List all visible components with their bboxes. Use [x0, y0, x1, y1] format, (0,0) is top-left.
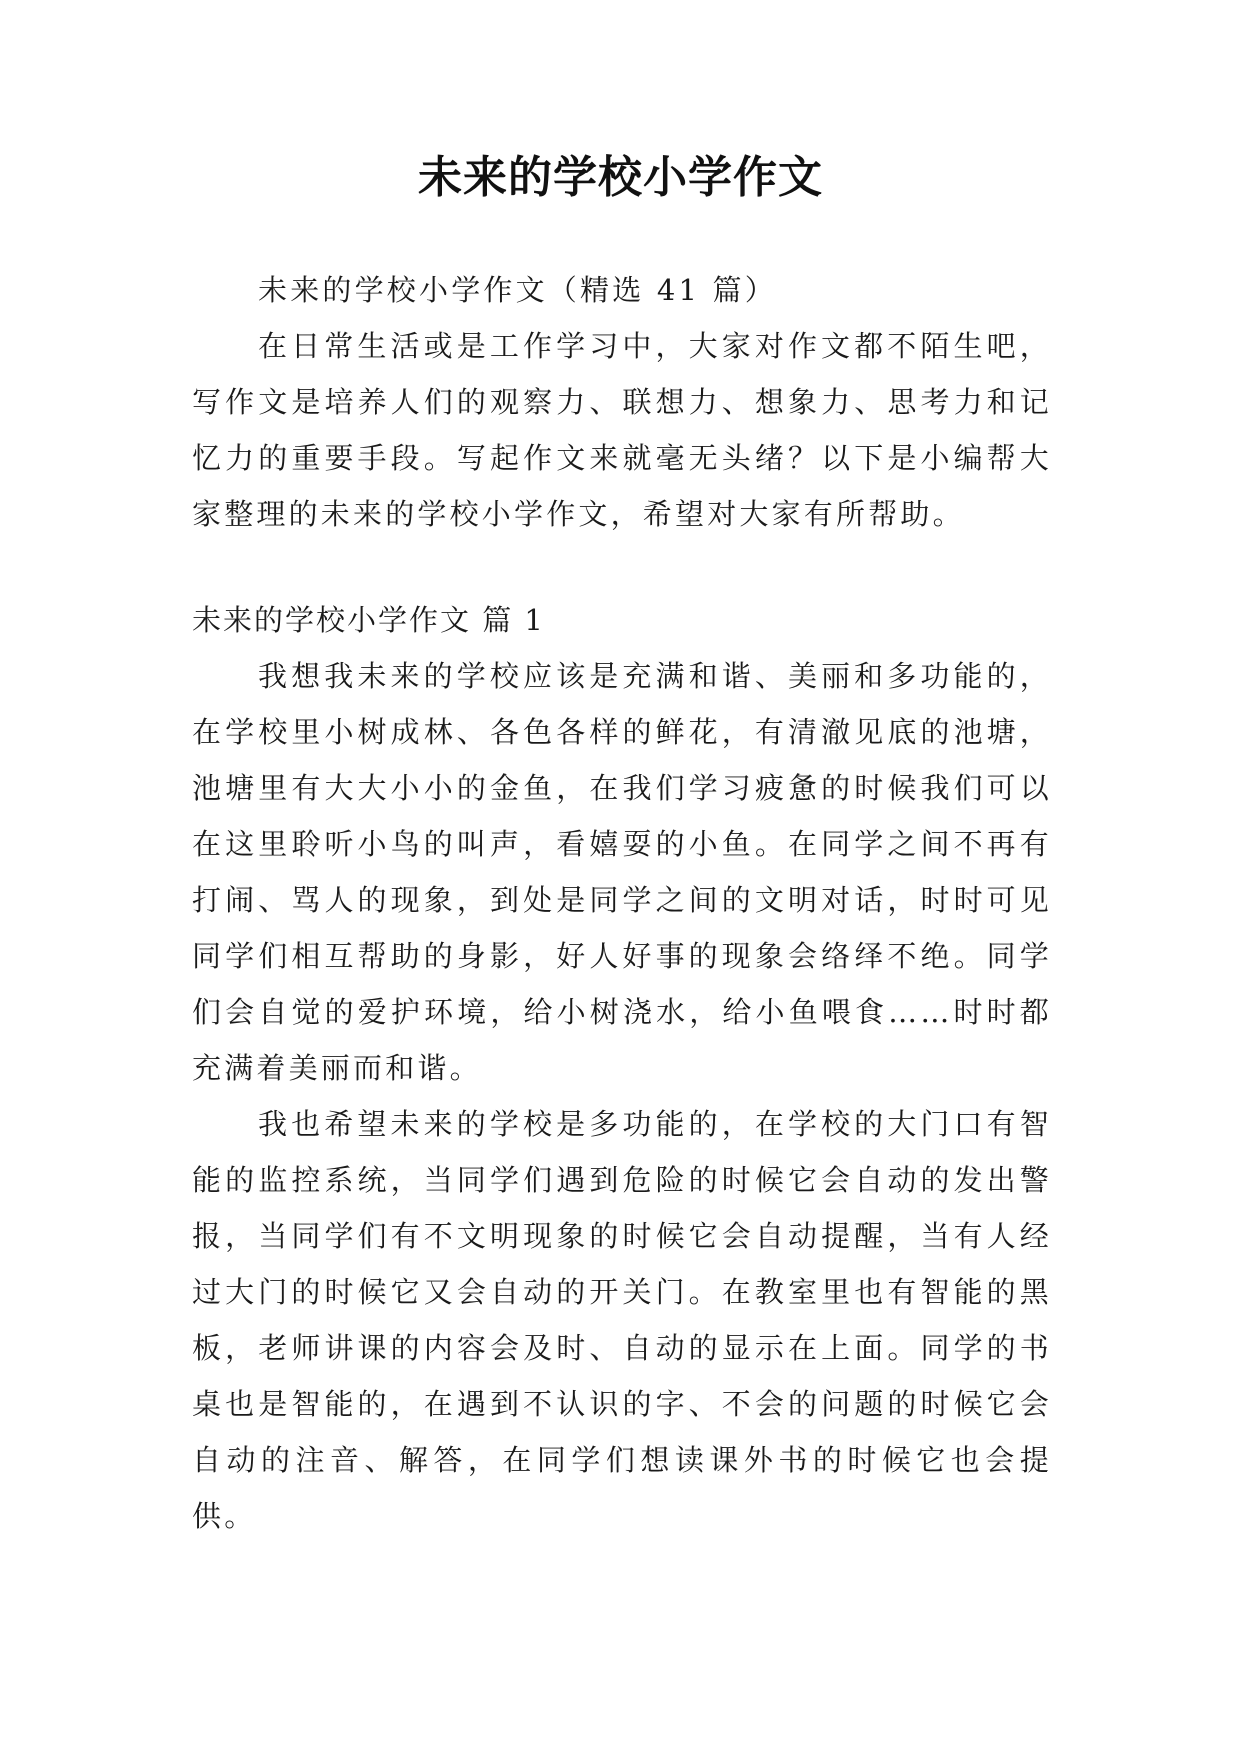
body-paragraph: 我也希望未来的学校是多功能的，在学校的大门口有智能的监控系统，当同学们遇到危险的时候它会自动的发出警报，当同学们有不文明现象的时候它会自动提醒，当有人经过大门的时候它又会自动的开关门。在教室里也有智能的黑板，老师讲课的内容会及时、自动的显示在上面。同学的书桌也是智能的，在遇到不认识的字、不会的问题的时候它会自动的注音、解答，在同学们想读课外书的时候它也会提供。: [192, 1107, 1052, 1533]
document-body: [192, 262, 1052, 1544]
document-title: 未来的学校小学作文: [418, 152, 823, 203]
document-subtitle: 未来的学校小学作文（精选 41 篇）: [258, 273, 777, 307]
intro-paragraph: 在日常生活或是工作学习中，大家对作文都不陌生吧，写作文是培养人们的观察力、联想力、想象力、思考力和记忆力的重要手段。写起作文来就毫无头绪？以下是小编帮大家整理的未来的学校小学作文，希望对大家有所帮助。: [192, 329, 1052, 531]
section-heading: 未来的学校小学作文 篇 1: [192, 603, 545, 637]
body-paragraph: 我想我未来的学校应该是充满和谐、美丽和多功能的，在学校里小树成林、各色各样的鲜花，有清澈见底的池塘，池塘里有大大小小的金鱼，在我们学习疲惫的时候我们可以在这里聆听小鸟的叫声，看嬉耍的小鱼。在同学之间不再有打闹、骂人的现象，到处是同学之间的文明对话，时时可见同学们相互帮助的身影，好人好事的现象会络绎不绝。同学们会自觉的爱护环境，给小树浇水，给小鱼喂食……时时都充满着美丽而和谐。: [192, 659, 1052, 1085]
